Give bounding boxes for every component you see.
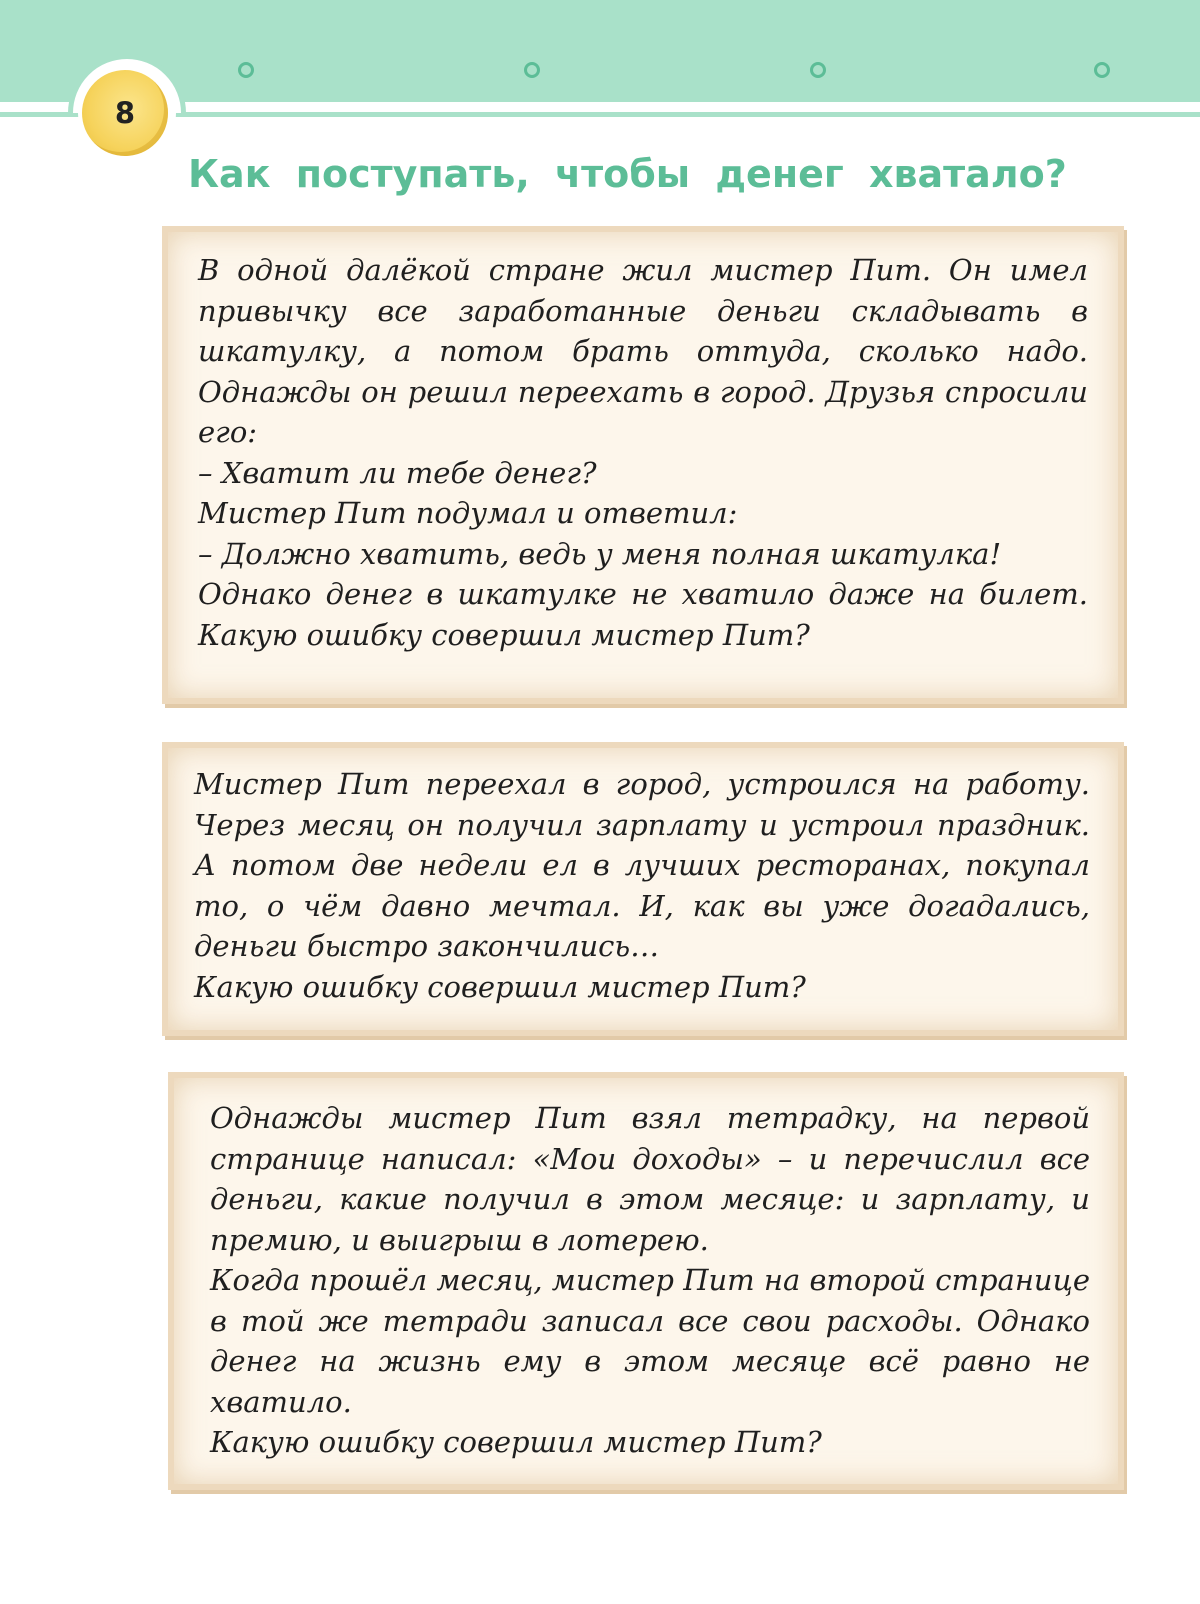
story-line: денег на жизнь ему в этом месяце всё равно не <box>210 1344 1090 1378</box>
story-card-2 <box>162 742 1124 1036</box>
story-line: деньги быстро закончились… <box>194 929 660 963</box>
header-dot <box>1094 62 1110 78</box>
story-line: Через месяц он получил зарплату и устроил праздник. <box>194 807 1090 842</box>
story-line: в той же тетради записал все свои расходы. Однако <box>210 1303 1090 1338</box>
story-line: деньги, какие получил в этом месяце: и зарплату, и <box>210 1182 1090 1216</box>
story-line: Однажды он решил переехать в город. Друзья спросили <box>198 374 1088 409</box>
story-line: Какую ошибку совершил мистер Пит? <box>198 617 810 652</box>
story-line: Мистер Пит переехал в город, устроился на работу. <box>194 767 1090 801</box>
story-line: хватило. <box>210 1384 352 1419</box>
story-line: премию, и выигрыш в лотерею. <box>210 1222 709 1257</box>
story-line: Однако денег в шкатулке не хватило даже на билет. <box>198 577 1088 611</box>
story-line: Когда прошёл месяц, мистер Пит на второй странице <box>210 1263 1091 1297</box>
story-card-1 <box>162 226 1124 704</box>
story-text-3 <box>210 1098 1090 1463</box>
story-line: Какую ошибку совершил мистер Пит? <box>194 969 806 1004</box>
story-line: А потом две недели ел в лучших ресторанах, покупал <box>194 848 1090 882</box>
story-line: шкатулку, а потом брать оттуда, сколько надо. <box>198 334 1088 368</box>
story-line: странице написал: «Мои доходы» – и перечислил все <box>210 1141 1090 1176</box>
story-line: его: <box>198 415 258 449</box>
story-line: – Должно хватить, ведь у меня полная шкатулка! <box>198 536 1002 571</box>
story-line: то, о чём давно мечтал. И, как вы уже догадались, <box>194 888 1090 923</box>
page-title: Как поступать, чтобы денег хватало? <box>188 152 1067 196</box>
header-dot <box>524 62 540 78</box>
story-line: – Хватит ли тебе денег? <box>198 455 597 490</box>
story-text-2 <box>194 764 1090 1007</box>
story-line: Какую ошибку совершил мистер Пит? <box>210 1425 822 1459</box>
header-dot <box>238 62 254 78</box>
story-line: Однажды мистер Пит взял тетрадку, на первой <box>210 1101 1090 1135</box>
story-card-3 <box>168 1072 1124 1490</box>
header-dot <box>810 62 826 78</box>
page-number: 8 <box>114 96 136 130</box>
story-line: привычку все заработанные деньги складывать в <box>198 293 1088 328</box>
story-line: В одной далёкой стране жил мистер Пит. Он имел <box>198 253 1088 287</box>
story-line: Мистер Пит подумал и ответил: <box>198 496 738 530</box>
story-text-1 <box>198 250 1088 655</box>
